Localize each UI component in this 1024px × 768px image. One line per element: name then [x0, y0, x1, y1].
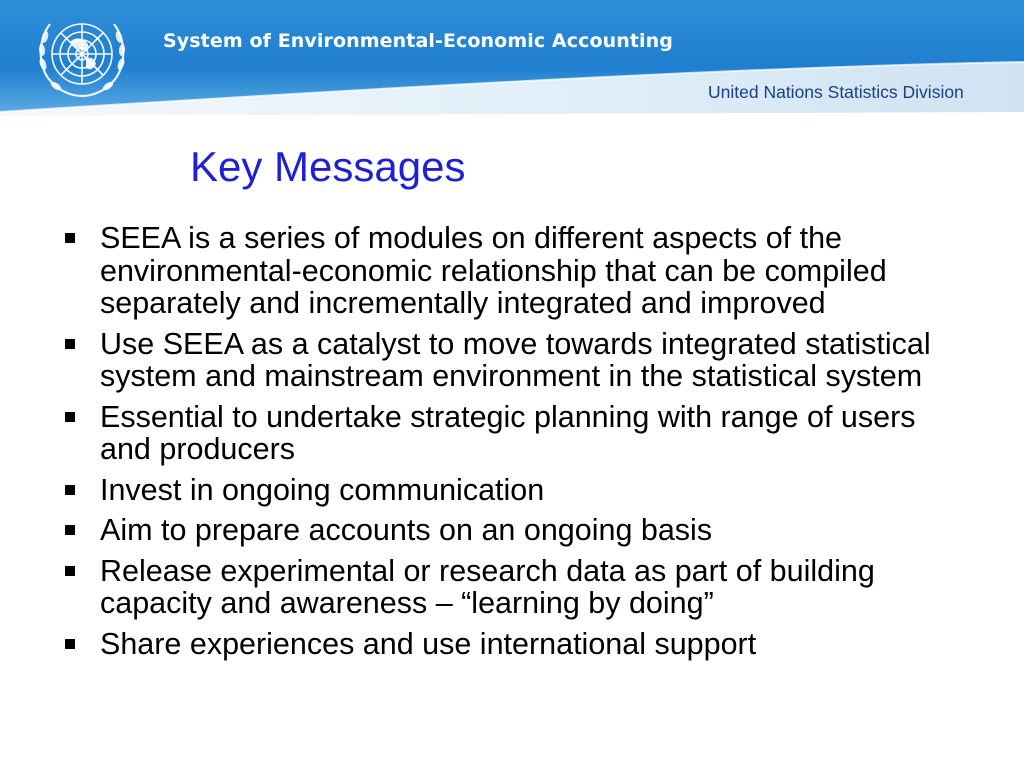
- header-title: System of Environmental-Economic Accounting: [163, 30, 673, 52]
- list-item: [60, 555, 960, 620]
- square-bullet-icon: [65, 525, 75, 535]
- list-item-text: Share experiences and use international support: [100, 626, 757, 661]
- square-bullet-icon: [65, 339, 75, 349]
- list-item-text: Use SEEA as a catalyst to move towards integrated statistical system and mainstream environment in the statistical system: [100, 326, 931, 393]
- list-item-text: Invest in ongoing communication: [100, 472, 545, 507]
- slide-title: Key Messages: [190, 143, 466, 190]
- list-item-text: Essential to undertake strategic planning with range of users and producers: [100, 399, 916, 466]
- list-item-text: Aim to prepare accounts on an ongoing basis: [100, 513, 713, 547]
- un-emblem-icon: [30, 8, 134, 106]
- square-bullet-icon: [65, 412, 75, 422]
- list-item: [60, 222, 960, 320]
- list-item: [60, 628, 960, 661]
- list-item-text: SEEA is a series of modules on different aspects of the environmental-economic relationship that can be compiled separately and incrementally integrated and improved: [100, 221, 887, 320]
- header-organization: United Nations Statistics Division: [708, 82, 964, 102]
- list-item-text: Release experimental or research data as part of building capacity and awareness – “learning by doing”: [100, 553, 875, 620]
- square-bullet-icon: [65, 233, 75, 243]
- list-item: [60, 401, 960, 466]
- square-bullet-icon: [65, 639, 75, 649]
- list-item: [60, 328, 960, 393]
- key-messages-list: [60, 222, 960, 668]
- list-item: [60, 514, 960, 547]
- list-item: [60, 474, 960, 507]
- header-banner: [0, 0, 1024, 118]
- square-bullet-icon: [65, 485, 75, 495]
- square-bullet-icon: [65, 566, 75, 576]
